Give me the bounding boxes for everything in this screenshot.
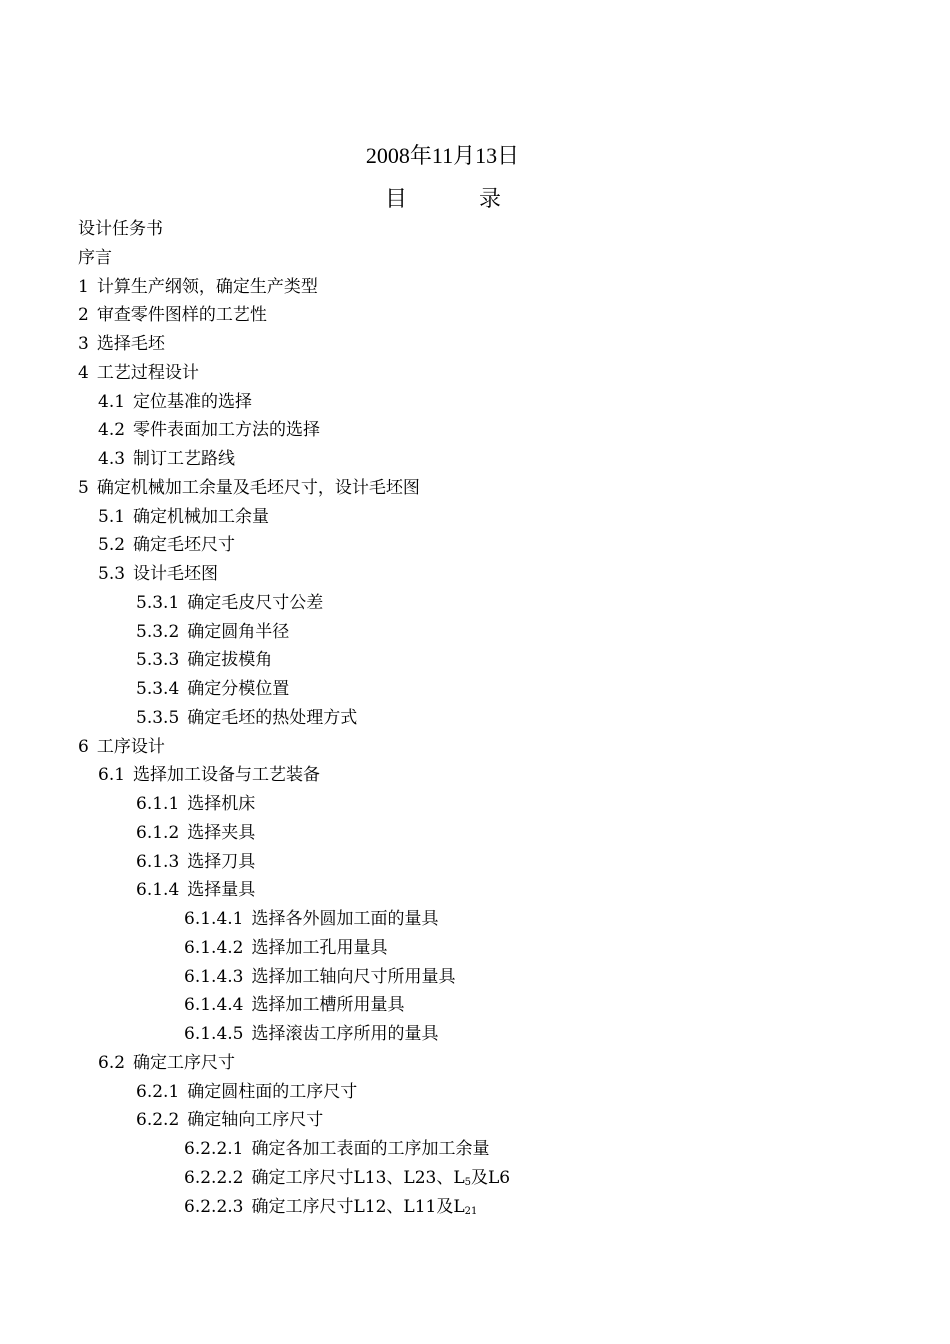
toc-entry-text: 选择刀具 [187,851,256,872]
toc-entry-number: 4 [78,362,89,383]
toc-entry[interactable] [78,761,898,790]
document-date: 2008年11月13日 [365,143,520,168]
toc-entry-number: 6.1.4 [136,880,180,901]
toc-entry-text: 选择毛坯 [96,334,165,354]
toc-entry-text: 确定工序尺寸 [133,1052,236,1073]
toc-entry-text: 确定轴向工序尺寸 [187,1110,324,1131]
toc-entry[interactable] [78,790,898,819]
toc-entry-text: 工艺过程设计 [96,362,199,383]
toc-entry-text: 选择机床 [187,794,256,814]
toc-entry-number: 3 [78,334,89,354]
toc-entry-number: 4.1 [98,391,126,412]
toc-entry-number: 6.2.1 [136,1081,180,1102]
toc-entry[interactable] [78,388,898,417]
toc-entry[interactable] [78,503,898,532]
toc-entry[interactable] [78,273,898,302]
toc-entry-number: 6.1.4.4 [184,995,244,1016]
toc-heading [385,186,501,214]
toc-entry-text: 审查零件图样的工艺性 [96,305,267,326]
toc-entry[interactable] [78,704,898,733]
toc-entry[interactable] [78,876,898,905]
toc-entry-text: 确定毛皮尺寸公差 [187,592,324,613]
table-of-contents [78,215,898,1221]
toc-entry-text: 确定圆角半径 [187,621,290,642]
toc-entry-number: 5.3.2 [136,621,180,642]
toc-entry[interactable] [78,934,898,963]
toc-entry[interactable] [78,1106,898,1135]
toc-entry[interactable] [78,474,898,503]
toc-entry[interactable] [78,848,898,877]
toc-entry-number: 6.2.2.1 [184,1139,244,1159]
toc-entry-number: 5.3.3 [136,650,180,671]
toc-entry[interactable] [78,819,898,848]
toc-entry-number: 6.2.2.2 [184,1167,244,1188]
toc-entry[interactable] [78,1049,898,1078]
toc-entry-text: 确定拔模角 [187,650,273,671]
toc-entry-number: 5.3.5 [136,707,180,728]
toc-entry-text: 确定机械加工余量及毛坯尺寸，设计毛坯图 [96,477,420,498]
toc-heading-part1: 目 [385,187,408,212]
toc-entry-text: 计算生产纲领，确定生产类型 [96,276,318,297]
toc-entry-text: 选择加工设备与工艺装备 [133,765,321,786]
toc-entry-text: 设计毛坯图 [133,564,219,584]
toc-entry-text: 确定毛坯尺寸 [133,535,236,556]
toc-entry-text: 序言 [78,247,112,268]
toc-entry-number: 5.1 [98,506,126,527]
toc-entry-text: 确定工序尺寸L12、L11及L [251,1196,465,1217]
toc-entry-number: 6.2 [98,1052,126,1073]
toc-entry-number: 6.1.2 [136,822,180,843]
toc-entry-subscript: 21 [464,1205,478,1217]
toc-entry[interactable] [78,1078,898,1107]
toc-entry[interactable] [78,733,898,762]
toc-entry-number: 6.1.1 [136,794,180,814]
toc-entry[interactable] [78,991,898,1020]
toc-entry-text: 设计任务书 [78,219,163,239]
toc-entry-text: 选择夹具 [187,822,256,843]
toc-entry-text: 零件表面加工方法的选择 [133,420,321,441]
toc-entry-text: 确定工序尺寸L13、L23、L [251,1167,465,1188]
toc-entry[interactable] [78,1135,898,1164]
toc-entry[interactable] [78,531,898,560]
toc-entry-text: 选择加工槽所用量具 [251,995,405,1016]
toc-entry-text: 制订工艺路线 [133,449,236,469]
toc-entry-text: 确定圆柱面的工序尺寸 [187,1081,358,1102]
toc-entry-number: 6.1.4.2 [184,937,244,958]
toc-entry-text: 选择量具 [187,880,256,901]
toc-entry[interactable] [78,1020,898,1049]
toc-entry-number: 1 [78,276,89,297]
toc-entry-text: 确定机械加工余量 [133,506,270,527]
toc-entry[interactable] [78,244,898,273]
toc-entry-number: 6.1.4.5 [184,1024,244,1044]
toc-entry-text: 确定分模位置 [187,679,290,699]
toc-entry[interactable] [78,1164,898,1193]
toc-entry-number: 6 [78,736,89,757]
toc-entry-number: 6.1 [98,765,126,786]
toc-entry-number: 4.2 [98,420,126,441]
toc-entry-subscript: 5 [464,1176,471,1188]
toc-entry-number: 2 [78,305,89,326]
toc-entry[interactable] [78,445,898,474]
toc-entry-text: 定位基准的选择 [133,391,253,412]
toc-entry-number: 5 [78,477,89,498]
toc-entry-number: 6.1.4.3 [184,966,244,987]
toc-entry-text: 选择加工孔用量具 [251,937,388,958]
toc-entry-number: 5.2 [98,535,126,556]
toc-entry[interactable] [78,646,898,675]
toc-entry-text: 确定各加工表面的工序加工余量 [251,1139,490,1159]
toc-entry-text: 工序设计 [96,736,165,757]
toc-entry-number: 6.1.3 [136,851,180,872]
toc-entry-number: 6.2.2.3 [184,1196,244,1217]
toc-entry[interactable] [78,963,898,992]
toc-entry[interactable] [78,905,898,934]
toc-entry-number: 5.3.4 [136,679,180,699]
toc-entry[interactable] [78,359,898,388]
toc-entry[interactable] [78,215,898,244]
toc-entry[interactable] [78,330,898,359]
toc-entry[interactable] [78,1193,898,1222]
toc-entry-number: 5.3 [98,564,126,584]
toc-entry[interactable] [78,618,898,647]
toc-entry[interactable] [78,301,898,330]
toc-entry-text-tail: 及L6 [471,1167,511,1188]
toc-entry-text: 选择各外圆加工面的量具 [251,909,439,929]
toc-heading-part2: 录 [479,187,502,212]
toc-entry-number: 6.1.4.1 [184,909,244,929]
toc-entry-text: 选择加工轴向尺寸所用量具 [251,966,456,987]
toc-entry-text: 确定毛坯的热处理方式 [187,707,358,728]
toc-entry-number: 6.2.2 [136,1110,180,1131]
toc-entry-text: 选择滚齿工序所用的量具 [251,1024,439,1044]
toc-entry[interactable] [78,416,898,445]
toc-entry[interactable] [78,589,898,618]
toc-entry-number: 5.3.1 [136,592,180,613]
toc-entry[interactable] [78,675,898,704]
toc-entry-number: 4.3 [98,449,126,469]
toc-entry[interactable] [78,560,898,589]
